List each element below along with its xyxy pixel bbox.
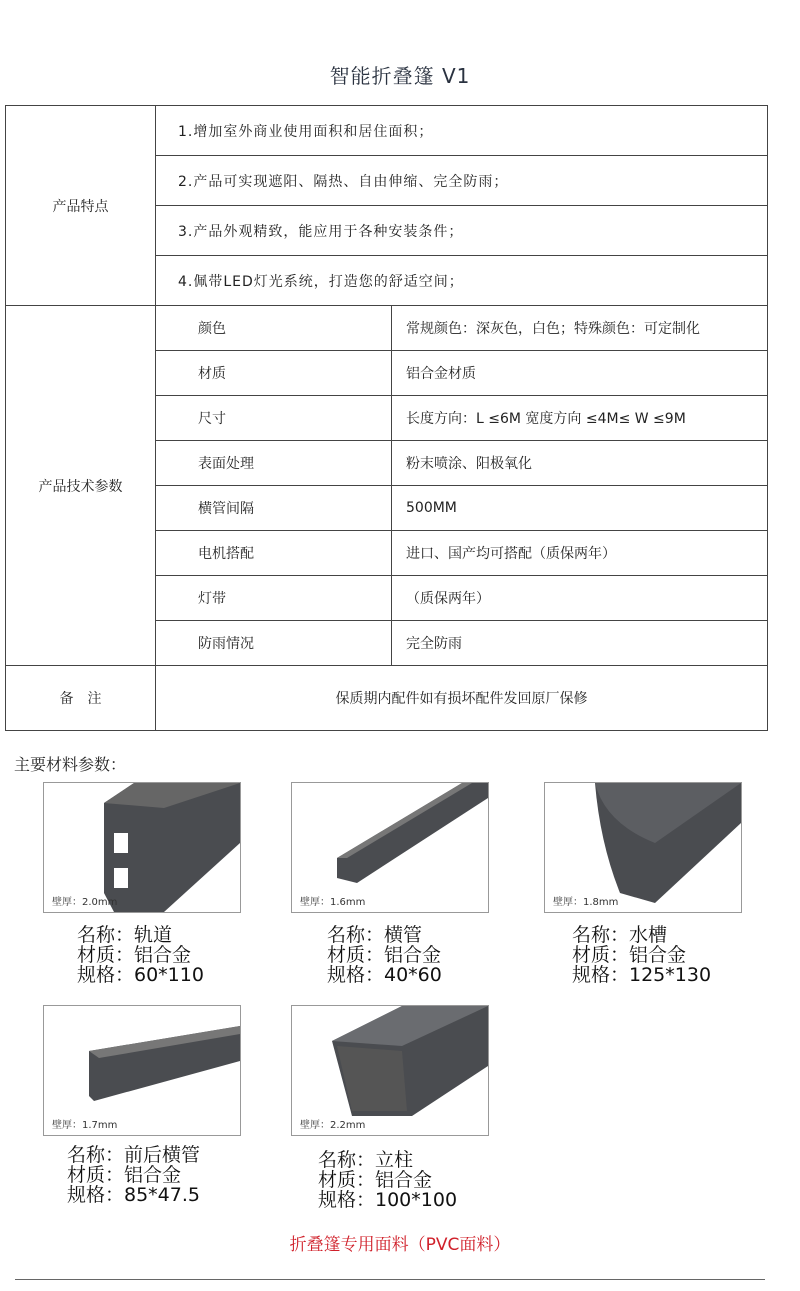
feature-item: 4.佩带LED灯光系统，打造您的舒适空间； [156,256,768,306]
material-spec: 规格：85*47.5 [67,1184,200,1206]
note-label: 备 注 [6,666,156,731]
param-value: 粉末喷涂、阳极氧化 [392,441,768,486]
spec-table [5,105,768,731]
material-type: 材质：铝合金 [318,1169,433,1191]
material-type: 材质：铝合金 [67,1164,182,1186]
material-spec: 规格：60*110 [77,964,204,986]
feature-item: 2.产品可实现遮阳、隔热、自由伸缩、完全防雨； [156,156,768,206]
material-info [572,925,711,985]
material-name: 名称：前后横管 [67,1144,201,1166]
page-title: 智能折叠篷 V1 [329,64,471,88]
param-key: 电机搭配 [156,531,392,576]
param-key: 灯带 [156,576,392,621]
param-value: 进口、国产均可搭配（质保两年） [392,531,768,576]
param-value: 常规颜色：深灰色，白色；特殊颜色：可定制化 [392,306,768,351]
material-spec: 规格：100*100 [318,1189,458,1211]
material-info [67,1145,200,1205]
param-value: 500MM [392,486,768,531]
material-spec: 规格：125*130 [572,964,712,986]
thickness-label: 壁厚：1.8mm [553,897,619,908]
material-spec: 规格：40*60 [327,964,442,986]
thickness-label: 壁厚：2.0mm [52,897,118,908]
features-label: 产品特点 [6,106,156,306]
param-key: 防雨情况 [156,621,392,666]
material-info [77,925,204,985]
divider [15,1279,765,1280]
params-label: 产品技术参数 [6,306,156,666]
param-key: 横管间隔 [156,486,392,531]
material-name: 名称：横管 [327,924,423,946]
material-name: 名称：轨道 [77,924,173,946]
profile-image-front-rear-bar [43,1005,241,1136]
thickness-label: 壁厚：1.7mm [52,1120,118,1131]
thickness-label: 壁厚：2.2mm [300,1120,366,1131]
param-value: 完全防雨 [392,621,768,666]
profile-image-post [291,1005,489,1136]
feature-item: 3.产品外观精致，能应用于各种安装条件； [156,206,768,256]
fabric-note: 折叠篷专用面料（PVC面料） [289,1235,511,1255]
profile-image-crossbar [291,782,489,913]
param-key: 材质 [156,351,392,396]
param-key: 表面处理 [156,441,392,486]
note-value: 保质期内配件如有损坏配件发回原厂保修 [156,666,768,731]
param-key: 尺寸 [156,396,392,441]
param-key: 颜色 [156,306,392,351]
feature-item: 1.增加室外商业使用面积和居住面积； [156,106,768,156]
material-type: 材质：铝合金 [77,944,192,966]
material-info [327,925,442,985]
material-type: 材质：铝合金 [327,944,442,966]
profile-image-track [43,782,241,913]
material-name: 名称：立柱 [318,1149,414,1171]
materials-heading: 主要材料参数： [14,755,127,774]
param-value: 铝合金材质 [392,351,768,396]
param-value: 长度方向：L ≤6M 宽度方向 ≤4M≤ W ≤9M [392,396,768,441]
param-value: （质保两年） [392,576,768,621]
material-name: 名称：水槽 [572,924,668,946]
thickness-label: 壁厚：1.6mm [300,897,366,908]
material-info [318,1150,457,1210]
material-type: 材质：铝合金 [572,944,687,966]
profile-image-gutter [544,782,742,913]
